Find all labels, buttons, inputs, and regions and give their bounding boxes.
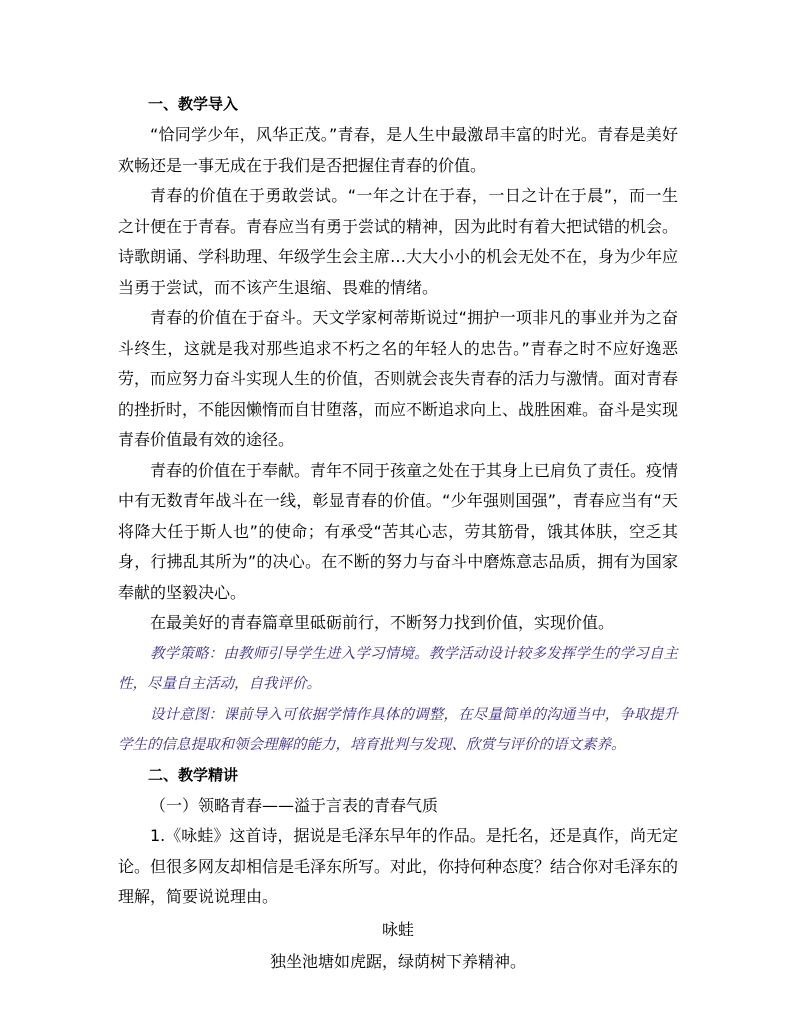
paragraph-value-striving: 青春的价值在于奋斗。天文学家柯蒂斯说过“拥护一项非凡的事业并为之奋斗终生，这就是我对那些追求不朽之名的年轻人的忠告。”青春之时不应好逸恶劳，而应努力奋斗实现人生的价值，否则就会丧失青春的活力与激情。面对青春的挫折时，不能因懒惰而自甘堕落，而应不断追求向上、战胜困难。奋斗是实现青春价值最有效的途径。 (118, 308, 679, 449)
teaching-strategy-note: 教学策略：由教师引导学生进入学习情境。教学活动设计较多发挥学生的学习自主性，尽量自主活动，自我评价。 (118, 645, 678, 692)
paragraph-conclusion: 在最美好的青春篇章里砥砺前行，不断努力找到价值，实现价值。 (150, 613, 615, 632)
subheading-youth-spirit: （一）领略青春——溢于言表的青春气质 (150, 795, 439, 815)
paragraph-value-dedication: 青春的价值在于奉献。青年不同于孩童之处在于其身上已肩负了责任。疫情中有无数青年战斗在一线，彰显青春的价值。“少年强则国强”，青春应当有“天将降大任于斯人也”的使命；有承受“苦其心志，劳其筋骨，饿其体肤，空乏其身，行拂乱其所为”的决心。在不断的努力与奋斗中磨炼意志品质，拥有为国家奉献的坚毅决心。 (118, 460, 679, 602)
poem-title: 咏蛙 (381, 919, 414, 939)
question-paragraph: 1.《咏蛙》这首诗，据说是毛泽东早年的作品。是托名，还是真作，尚无定论。但很多网友却相信是毛泽东所写。对此，你持何种态度？结合你对毛泽东的理解，简要说说理由。 (118, 826, 679, 906)
paragraph-value-trying: 青春的价值在于勇敢尝试。“一年之计在于春，一日之计在于晨”，而一生之计便在于青春。青春应当有勇于尝试的精神，因为此时有着大把试错的机会。诗歌朗诵、学科助理、年级学生会主席…大大小小的机会无处不在，身为少年应当勇于尝试，而不该产生退缩、畏难的情绪。 (118, 186, 679, 297)
document-content (118, 90, 678, 978)
section-heading-teaching-detail: 二、教学精讲 (148, 765, 239, 784)
design-intent-note: 设计意图：课前导入可依据学情作具体的调整，在尽量简单的沟通当中，争取提升学生的信息提取和领会理解的能力，培育批判与发现、欣赏与评价的语文素养。 (118, 706, 678, 753)
poem-line: 独坐池塘如虎踞，绿荫树下养精神。 (269, 952, 526, 971)
section-heading-teaching-intro: 一、教学导入 (148, 95, 239, 113)
paragraph-intro-quote: “恰同学少年，风华正茂。”青春，是人生中最激昂丰富的时光。青春是美好欢畅还是一事无成在于我们是否把握住青春的价值。 (118, 125, 678, 175)
